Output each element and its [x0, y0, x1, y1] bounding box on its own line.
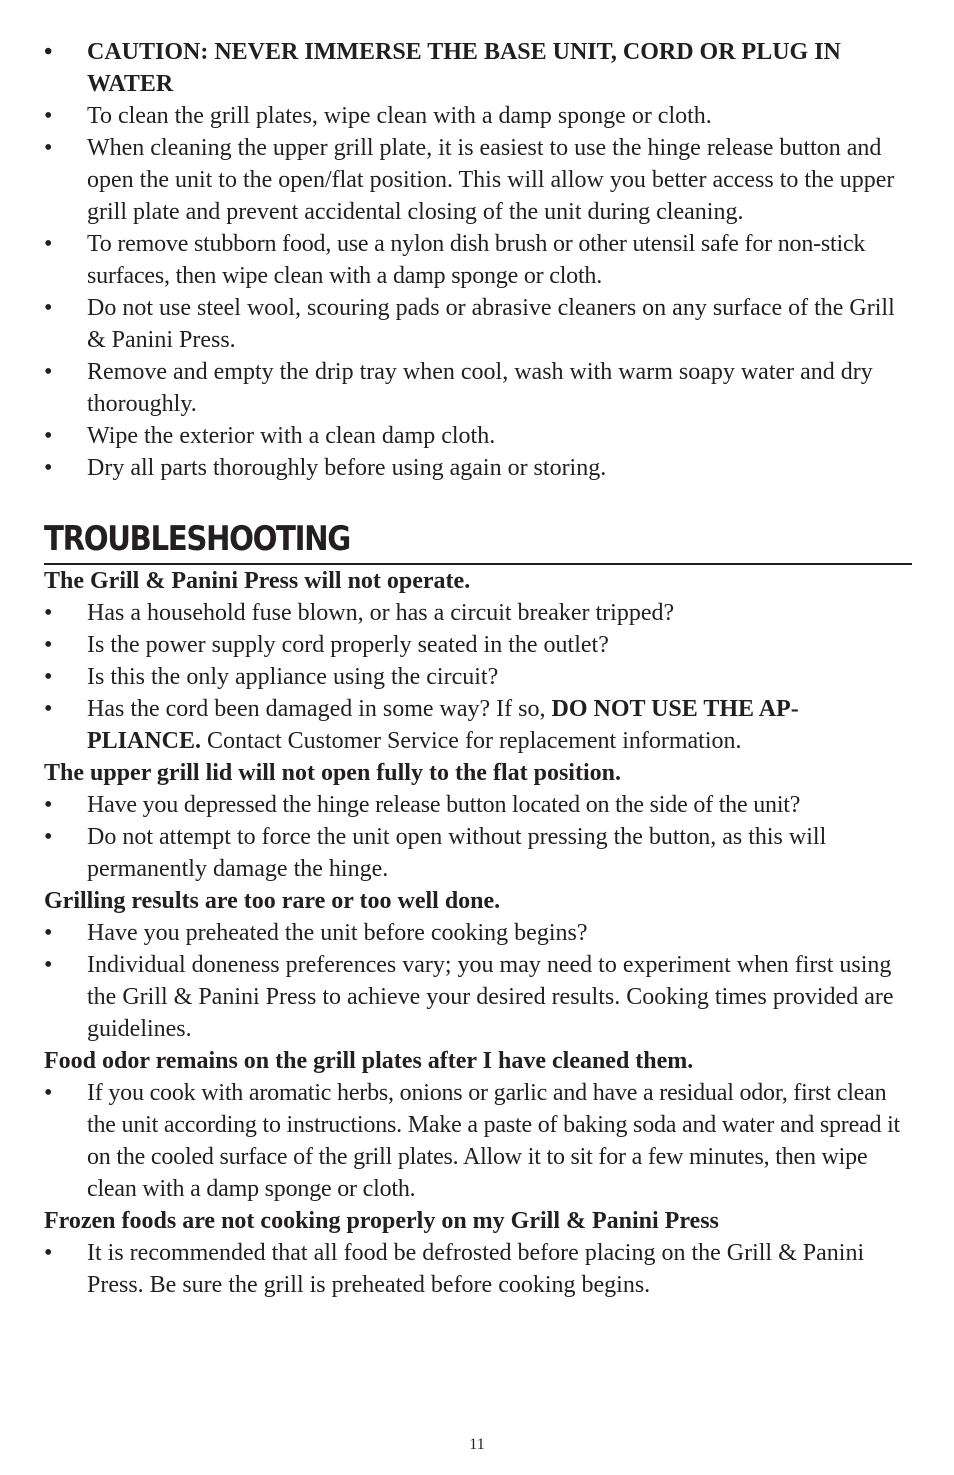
- list-item: • Wipe the exterior with a clean damp cloth.: [44, 420, 912, 452]
- list-item: • Have you preheated the unit before cooking begins?: [44, 917, 912, 949]
- bullet: •: [44, 423, 53, 449]
- bullet: •: [44, 696, 53, 722]
- issue-title: The Grill & Panini Press will not operate.: [44, 568, 471, 594]
- bullet: •: [44, 824, 53, 850]
- bullet: •: [44, 1240, 53, 1266]
- list-item: • Dry all parts thoroughly before using again or storing.: [44, 452, 912, 484]
- bullet: •: [44, 455, 53, 481]
- page-number: 11: [469, 1436, 485, 1453]
- list-item: • Have you depressed the hinge release button located on the side of the unit?: [44, 789, 912, 821]
- manual-page: [44, 36, 912, 1301]
- issue-title: Grilling results are too rare or too well done.: [44, 888, 501, 914]
- list-item: • It is recommended that all food be defrosted before placing on the Grill & Panini Press. Be sure the grill is preheated before cooking begins.: [44, 1237, 912, 1301]
- list-item: • To clean the grill plates, wipe clean with a damp sponge or cloth.: [44, 100, 912, 132]
- issue-section-odor: [44, 1045, 912, 1205]
- list-item: • Is this the only appliance using the circuit?: [44, 661, 912, 693]
- list-item: • To remove stubborn food, use a nylon dish brush or other utensil safe for non-stick surfaces, then wipe clean with a damp sponge or cloth.: [44, 228, 912, 292]
- list-item: • When cleaning the upper grill plate, it is easiest to use the hinge release button and open the unit to the open/flat position. This will allow you better access to the upper grill plate and prevent accidental closing of the unit during cleaning.: [44, 132, 912, 228]
- issue-section-lid: [44, 757, 912, 885]
- bullet: •: [44, 920, 53, 946]
- list-item: • If you cook with aromatic herbs, onions or garlic and have a residual odor, first clean the unit according to instructions. Make a paste of baking soda and water and spread it on the cooled surface of the grill plates. Allow it to sit for a few minutes, then wipe clean with a damp sponge or cloth.: [44, 1077, 912, 1205]
- bullet: •: [44, 600, 53, 626]
- bullet: •: [44, 664, 53, 690]
- bullet: •: [44, 1080, 53, 1106]
- bullet: •: [44, 135, 53, 161]
- list-item: • Remove and empty the drip tray when cool, wash with warm soapy water and dry thoroughly.: [44, 356, 912, 420]
- bullet: •: [44, 792, 53, 818]
- issue-section-doneness: [44, 885, 912, 1045]
- bullet: •: [44, 39, 53, 65]
- bullet: •: [44, 359, 53, 385]
- list-item: • Has a household fuse blown, or has a circuit breaker tripped?: [44, 597, 912, 629]
- issue-title: The upper grill lid will not open fully to the flat position.: [44, 760, 621, 786]
- section-heading-rule: [44, 519, 912, 565]
- bullet: •: [44, 103, 53, 129]
- list-item: • Is the power supply cord properly seated in the outlet?: [44, 629, 912, 661]
- list-item: • Has the cord been damaged in some way? If so, DO NOT USE THE AP-PLIANCE. Contact Customer Service for replacement information.: [44, 693, 912, 757]
- bullet: •: [44, 295, 53, 321]
- troubleshooting-heading: TROUBLESHOOTING: [44, 519, 350, 559]
- bullet: •: [44, 632, 53, 658]
- bullet: •: [44, 231, 53, 257]
- issue-section-not-operate: [44, 565, 912, 757]
- issue-title: Frozen foods are not cooking properly on my Grill & Panini Press: [44, 1208, 719, 1234]
- caution-item: • CAUTION: NEVER IMMERSE THE BASE UNIT, CORD OR PLUG IN WATER: [44, 36, 912, 100]
- issue-title: Food odor remains on the grill plates after I have cleaned them.: [44, 1048, 694, 1074]
- issue-section-frozen: [44, 1205, 912, 1301]
- cleaning-list: [44, 36, 912, 484]
- list-item: • Individual doneness preferences vary; you may need to experiment when first using the Grill & Panini Press to achieve your desired results. Cooking times provided are guidelines.: [44, 949, 912, 1045]
- warning-text: DO NOT USE THE AP-PLIANCE.: [87, 696, 799, 754]
- list-item: • Do not use steel wool, scouring pads or abrasive cleaners on any surface of the Grill & Panini Press.: [44, 292, 912, 356]
- bullet: •: [44, 952, 53, 978]
- list-item: • Do not attempt to force the unit open without pressing the button, as this will permanently damage the hinge.: [44, 821, 912, 885]
